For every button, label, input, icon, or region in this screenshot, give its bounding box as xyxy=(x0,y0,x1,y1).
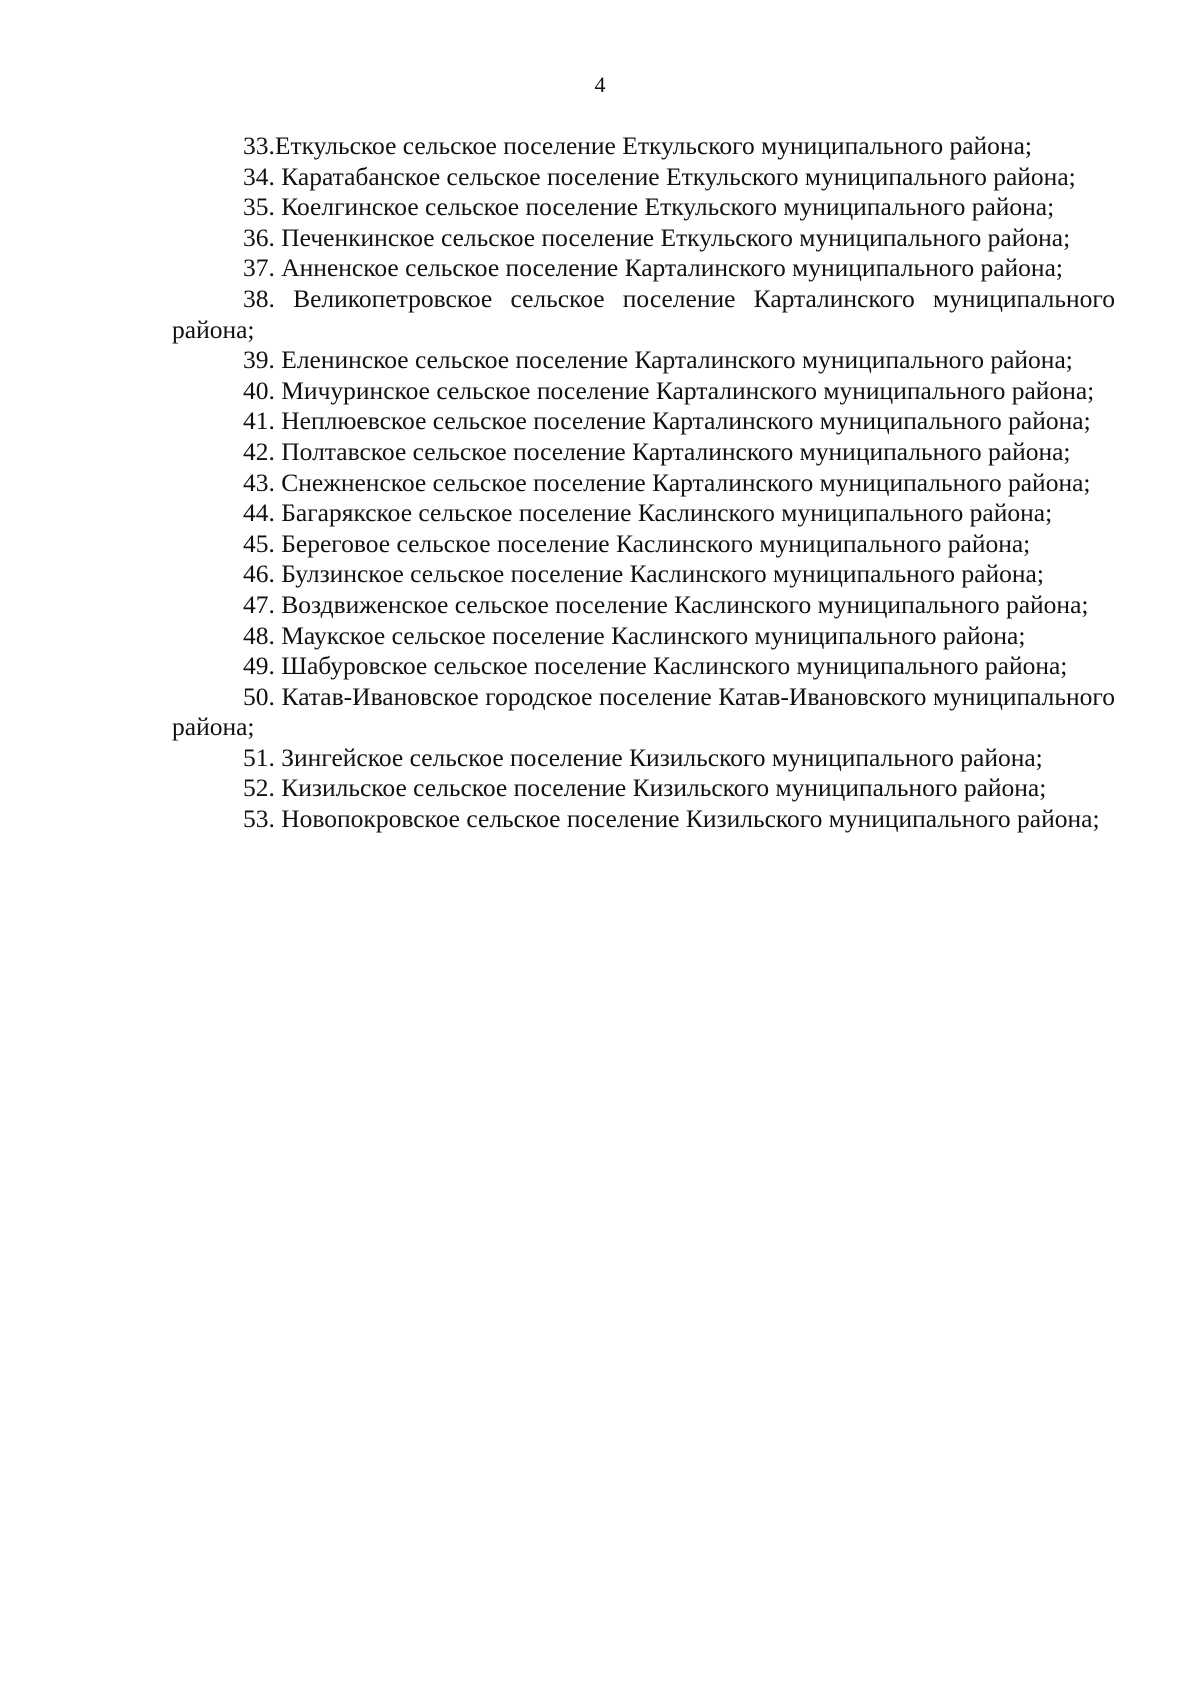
item-text: Печенкинское сельское поселение Еткульского муниципального района; xyxy=(281,222,1071,252)
list-item xyxy=(172,651,1115,682)
list-item xyxy=(172,406,1115,437)
item-text: Мичуринское сельское поселение Карталинского муниципального района; xyxy=(281,375,1095,405)
item-number: 52. xyxy=(243,773,282,803)
list-item xyxy=(172,590,1115,621)
item-number: 40. xyxy=(243,375,282,405)
list-item xyxy=(172,468,1115,499)
item-text: Коелгинское сельское поселение Еткульского муниципального района; xyxy=(281,192,1055,222)
item-number: 39. xyxy=(243,345,282,375)
list-item xyxy=(172,223,1115,254)
list-item xyxy=(172,162,1115,193)
list-item xyxy=(172,621,1115,652)
item-text: Снежненское сельское поселение Карталинского муниципального района; xyxy=(281,467,1091,497)
item-text: Неплюевское сельское поселение Карталинского муниципального района; xyxy=(281,406,1091,436)
item-text: Булзинское сельское поселение Каслинского муниципального района; xyxy=(281,559,1044,589)
list-item xyxy=(172,498,1115,529)
item-number: 41. xyxy=(243,406,282,436)
item-number: 47. xyxy=(243,589,282,619)
item-text: Полтавское сельское поселение Карталинского муниципального района; xyxy=(281,436,1071,466)
item-text: Еткульское сельское поселение Еткульского муниципального района; xyxy=(274,131,1032,160)
list-item xyxy=(172,192,1115,223)
list-item xyxy=(172,131,1115,162)
list-item xyxy=(172,253,1115,284)
item-text: Анненское сельское поселение Карталинского муниципального района; xyxy=(281,253,1063,283)
list-item xyxy=(172,743,1115,774)
item-number: 38. xyxy=(243,283,294,313)
item-number: 45. xyxy=(243,528,282,558)
list-item xyxy=(172,376,1115,407)
item-text: Еленинское сельское поселение Карталинского муниципального района; xyxy=(281,345,1073,375)
list-item xyxy=(172,284,1115,345)
item-text: Багарякское сельское поселение Каслинского муниципального района; xyxy=(281,498,1053,528)
page-number: 4 xyxy=(594,72,606,97)
list-item xyxy=(172,437,1115,468)
item-number: 43. xyxy=(243,467,282,497)
item-text: Шабуровское сельское поселение Каслинского муниципального района; xyxy=(281,651,1068,681)
list-item xyxy=(172,682,1115,743)
item-number: 36. xyxy=(243,222,282,252)
item-number: 42. xyxy=(243,436,282,466)
list-item xyxy=(172,804,1115,835)
item-number: 53. xyxy=(243,804,282,834)
list-item xyxy=(172,559,1115,590)
item-number: 33. xyxy=(243,131,275,160)
item-number: 49. xyxy=(243,651,282,681)
list-item xyxy=(172,345,1115,376)
item-text: Береговое сельское поселение Каслинского муниципального района; xyxy=(281,528,1031,558)
settlements-list xyxy=(172,131,1115,835)
list-item xyxy=(172,773,1115,804)
item-text: Маукское сельское поселение Каслинского муниципального района; xyxy=(281,620,1026,650)
item-text: Каратабанское сельское поселение Еткульского муниципального района; xyxy=(281,161,1076,191)
item-number: 35. xyxy=(243,192,282,222)
item-text: Великопетровское сельское поселение Карталинского муниципального района; xyxy=(172,283,1116,344)
list-item xyxy=(172,529,1115,560)
item-number: 37. xyxy=(243,253,282,283)
item-text: Новопокровское сельское поселение Кизильского муниципального района; xyxy=(281,804,1100,834)
item-number: 44. xyxy=(243,498,282,528)
item-number: 46. xyxy=(243,559,282,589)
item-number: 51. xyxy=(243,742,282,772)
item-text: Зингейское сельское поселение Кизильского муниципального района; xyxy=(281,742,1043,772)
item-text: Кизильское сельское поселение Кизильского муниципального района; xyxy=(281,773,1047,803)
item-number: 34. xyxy=(243,161,282,191)
item-text: Катав-Ивановское городское поселение Катав-Ивановского муниципального района; xyxy=(172,681,1116,742)
item-number: 50. xyxy=(243,681,282,711)
item-text: Воздвиженское сельское поселение Каслинского муниципального района; xyxy=(281,589,1089,619)
item-number: 48. xyxy=(243,620,282,650)
